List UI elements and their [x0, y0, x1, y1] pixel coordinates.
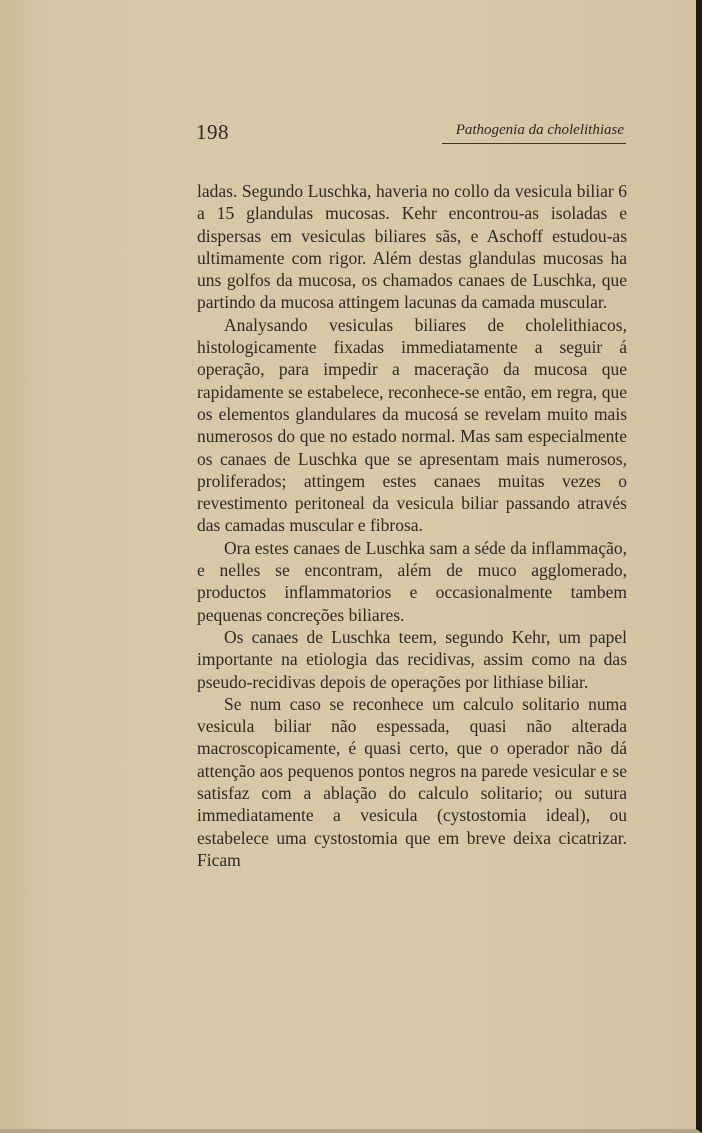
page-number: 198 — [196, 120, 229, 144]
paragraph-4: Os canaes de Luschka teem, segundo Kehr, um papel importante na etiologia das recidivas, assim como na das pseudo-recidivas depois de operações por lithiase biliar. — [197, 626, 627, 692]
paragraph-3: Ora estes canaes de Luschka sam a séde da inflammação, e nelles se encontram, além de muco agglomerado, productos inflammatorios e occasionalmente tambem pequenas concreções biliares. — [197, 537, 627, 625]
paragraph-1: ladas. Segundo Luschka, haveria no collo da vesicula biliar 6 a 15 glandulas mucosas. Kehr encontrou-as isoladas e dispersas em vesiculas biliares sãs, e Aschoff estudou-as ultimamente com rigor. Além destas glandulas mucosas ha uns golfos da mucosa, os chamados canaes de Luschka, que partindo da mucosa attingem lacunas da camada muscular. — [197, 181, 627, 313]
page-header — [196, 118, 626, 148]
paragraph-5: Se num caso se reconhece um calculo solitario numa vesicula biliar não espessada, quasi não alterada macroscopicamente, é quasi certo, que o operador não dá attenção aos pequenos pontos negros na parede vesicular e se satisfaz com a ablação do calculo solitario; ou sutura immediatamente a vesicula (cystostomia ideal), ou estabelece uma cystostomia que em breve deixa cicatrizar. Ficam — [197, 693, 627, 870]
running-title: Pathogenia da cholelithiase — [455, 122, 624, 138]
body-text — [197, 180, 627, 871]
paragraph-2: Analysando vesiculas biliares de cholelithiacos, histologicamente fixadas immediatamente a seguir á operação, para impedir a maceração da mucosa que rapidamente se estabelece, reconhece-se então, em regra, que os elementos glandulares da mucosá se revelam muito mais numerosos do que no estado normal. Mas sam especialmente os canaes de Luschka que se apresentam mais numerosos, proliferados; attingem estes canaes muitas vezes o revestimento peritoneal da vesicula biliar passando através das camadas muscular e fibrosa. — [197, 314, 627, 536]
header-rule — [442, 143, 626, 144]
